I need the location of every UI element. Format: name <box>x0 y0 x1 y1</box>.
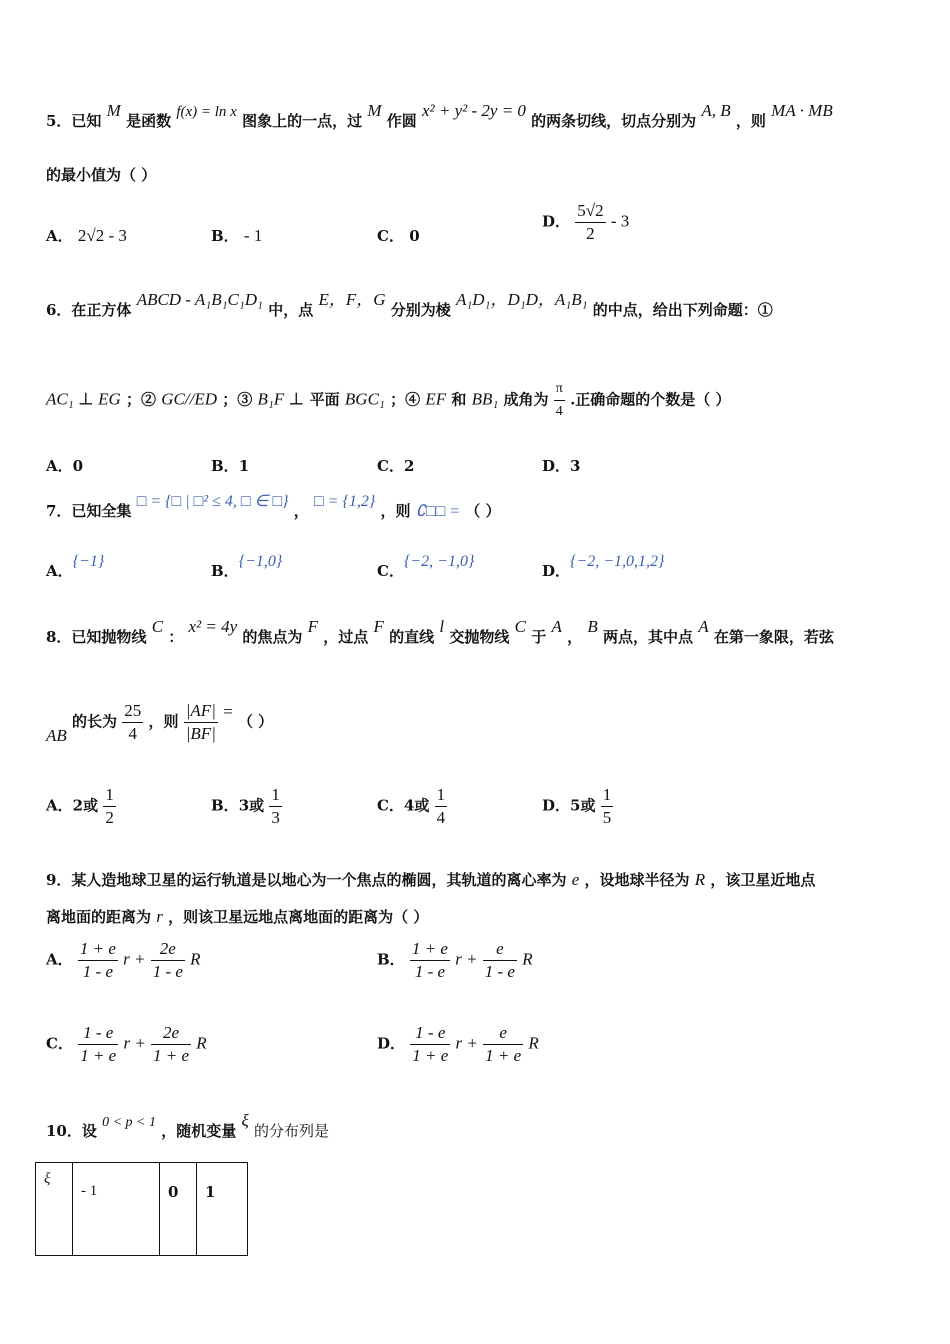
table-header-cell: ξ <box>36 1163 73 1256</box>
q7-option-d[interactable] <box>542 553 665 581</box>
option-tail: - 3 <box>610 211 630 231</box>
denominator: 1 + e <box>153 1046 190 1065</box>
denominator: 1 - e <box>152 962 183 981</box>
q8-stem-line1 <box>46 617 834 647</box>
q6-option-d[interactable] <box>542 455 580 476</box>
numerator: 2e <box>151 1022 191 1045</box>
numerator: 1 <box>103 784 116 807</box>
denominator: 2 <box>105 808 114 827</box>
option-fraction <box>410 938 450 983</box>
q10-text: 的分布列是 <box>254 1122 330 1140</box>
numerator: 1 <box>601 784 614 807</box>
q6-text: 的中点，给出下列命题：① <box>592 301 773 319</box>
q6-option-b[interactable] <box>211 455 249 476</box>
numerator: 25 <box>122 700 143 723</box>
q6-option-a[interactable] <box>46 455 83 476</box>
q5-var-M2: M <box>367 101 382 120</box>
q8-text: （ ） <box>237 712 274 731</box>
q7-text: ， <box>293 502 309 520</box>
q5-text: 图象上的一点，过 <box>242 112 363 130</box>
option-label: A． <box>46 562 73 580</box>
q8-length-fraction <box>122 700 143 745</box>
numerator: e <box>483 1022 523 1045</box>
denominator: 1 - e <box>484 962 515 981</box>
q8-equals: = <box>223 701 233 721</box>
q5-circle-eq: x² + y² - 2y = 0 <box>421 101 526 120</box>
q6-pi-fraction <box>554 378 565 423</box>
denominator: 4 <box>128 724 138 743</box>
q7-option-b[interactable] <box>211 553 283 581</box>
numerator: 1 + e <box>410 938 450 961</box>
q5-var-M: M <box>106 101 121 120</box>
q8-text: ，则 <box>148 712 179 731</box>
q8-stem-line2 <box>46 700 273 745</box>
q7-set-A: □ = {1,2} <box>314 493 376 510</box>
option-fraction <box>103 784 116 829</box>
q9-option-c[interactable] <box>46 1022 207 1067</box>
option-value: 0 <box>409 227 420 245</box>
q7-option-a[interactable] <box>46 553 105 581</box>
table-row <box>36 1163 248 1256</box>
option-mid: r + <box>455 1033 478 1053</box>
option-label: A． <box>46 796 73 815</box>
denominator: 1 + e <box>485 1046 522 1065</box>
q6-text: 成角为 <box>503 390 549 409</box>
q9-var: r <box>156 907 163 926</box>
q7-set-U: □ = {□ | □² ≤ 4, □ ∈ □} <box>136 493 289 510</box>
q10-stem <box>46 1111 330 1141</box>
option-fraction <box>151 938 185 983</box>
q9-text: ，该卫星近地点 <box>710 871 816 889</box>
option-value: {−1,0} <box>238 553 283 570</box>
numerator: 2e <box>151 938 185 961</box>
numerator: 5√2 <box>575 200 605 223</box>
q5-d-fraction <box>575 200 605 245</box>
option-label: D． <box>542 562 571 580</box>
q6-text: ；④ <box>390 390 421 409</box>
q6-text: 平面 <box>309 390 340 409</box>
option-value: 2√2 - 3 <box>77 226 127 245</box>
option-label: B． <box>211 227 239 245</box>
numerator: 1 - e <box>78 1022 118 1045</box>
option-label: C． <box>46 1034 73 1053</box>
table-cell: 1 <box>197 1163 248 1256</box>
denominator: 1 - e <box>82 962 113 981</box>
q10-text: ，随机变量 <box>161 1122 237 1140</box>
q5-function: f(x) = ln x <box>176 104 237 120</box>
option-label: A． <box>46 457 73 475</box>
q8-option-d[interactable] <box>542 784 613 829</box>
denominator: 1 - e <box>414 962 446 981</box>
option-mid: r + <box>123 1033 146 1053</box>
q8-var: A <box>698 617 709 636</box>
option-tail: R <box>528 1033 539 1053</box>
denominator: 3 <box>271 808 280 827</box>
option-tail: R <box>522 949 533 969</box>
option-value: 2 <box>403 457 415 475</box>
q9-text: 离地面的距离为 <box>46 908 152 926</box>
option-label: B． <box>377 950 405 969</box>
q8-number: 8．已知抛物线 <box>46 628 147 646</box>
option-fraction <box>151 1022 191 1067</box>
q9-option-d[interactable] <box>377 1022 539 1067</box>
q9-text: ，设地球半径为 <box>584 871 690 889</box>
q8-text: 两点，其中点 <box>602 628 693 646</box>
option-value: 0 <box>72 457 84 475</box>
q8-option-b[interactable] <box>211 784 282 829</box>
q8-text: ， <box>567 628 583 646</box>
q6-prop4-bb1: BB₁ <box>471 389 499 409</box>
option-value: 4或 <box>403 796 430 815</box>
option-value: {−1} <box>72 553 105 570</box>
option-label: C． <box>377 796 404 815</box>
q9-option-a[interactable] <box>46 938 201 983</box>
q9-option-b[interactable] <box>377 938 533 983</box>
denominator: |BF| <box>185 724 216 743</box>
option-label: D． <box>542 457 571 475</box>
option-value: 1 <box>238 457 250 475</box>
q5-text: 作圆 <box>386 112 417 130</box>
q6-points: E，F，G <box>318 290 386 309</box>
q8-ratio-fraction <box>184 700 218 745</box>
q5-option-b[interactable] <box>211 225 262 246</box>
q5-stem-line1 <box>46 101 833 131</box>
q10-distribution-table <box>35 1162 248 1256</box>
q7-text: （ ） <box>465 502 501 520</box>
option-label: B． <box>211 562 239 580</box>
option-mid: r + <box>123 949 146 969</box>
table-cell: - 1 <box>73 1163 160 1256</box>
q8-text: 于 <box>531 628 547 646</box>
q9-stem-line1 <box>46 869 815 890</box>
q6-text: 中，点 <box>268 301 314 319</box>
option-fraction <box>78 938 118 983</box>
q6-edges: A₁D₁，D₁D，A₁B₁ <box>455 290 588 309</box>
q5-text: ，则 <box>735 112 766 130</box>
q8-var: A <box>551 617 562 636</box>
q6-prop2: GC//ED <box>161 389 218 409</box>
option-value: 3或 <box>238 796 265 815</box>
q6-stem-line2 <box>46 378 731 423</box>
option-fraction <box>483 938 517 983</box>
option-fraction <box>601 784 614 829</box>
option-fraction <box>435 784 448 829</box>
q8-parabola: x² = 4y <box>188 617 238 636</box>
q8-text: 在第一象限，若弦 <box>713 628 834 646</box>
q6-prop1: AC₁ ⊥ EG <box>46 389 121 409</box>
q5-stem-line2: 的最小值为（ ） <box>46 166 157 184</box>
numerator: e <box>483 938 517 961</box>
denominator: 1 + e <box>80 1046 117 1065</box>
option-label: D． <box>377 1034 406 1053</box>
option-mid: r + <box>455 949 478 969</box>
q8-text: ： <box>168 628 184 646</box>
denominator: 1 + e <box>412 1046 449 1065</box>
q8-option-c[interactable] <box>377 784 447 829</box>
q8-var: B <box>587 617 598 636</box>
numerator: 1 <box>269 784 282 807</box>
q8-text: 的焦点为 <box>242 628 303 646</box>
q7-text: ，则 <box>380 502 411 520</box>
q8-text: 的直线 <box>389 628 435 646</box>
q6-text: .正确命题的个数是（ ） <box>570 390 731 409</box>
q6-text: ；③ <box>222 390 253 409</box>
q8-var: F <box>307 617 319 636</box>
q8-var: C <box>514 617 526 636</box>
q7-complement: ∁□□ = <box>415 503 461 520</box>
numerator: |AF| <box>184 700 218 723</box>
option-label: A． <box>46 227 73 245</box>
q6-prop3-plane: BGC₁ <box>344 389 385 409</box>
option-label: A． <box>46 950 73 969</box>
q6-text: ；② <box>126 390 157 409</box>
option-tail: R <box>196 1033 207 1053</box>
denominator: 4 <box>555 404 563 419</box>
q10-condition: 0 < p < 1 <box>102 1115 157 1130</box>
option-value: - 1 <box>243 226 263 245</box>
option-fraction <box>410 1022 450 1067</box>
q5-text: 是函数 <box>126 112 172 130</box>
q5-option-c[interactable] <box>377 225 420 246</box>
q6-prop4-ef: EF <box>425 389 447 409</box>
q10-number: 10．设 <box>46 1122 97 1140</box>
q9-text: ，则该卫星远地点离地面的距离为（ ） <box>168 908 429 926</box>
q8-var: F <box>373 617 384 636</box>
q8-var: C <box>151 617 164 636</box>
denominator: 2 <box>586 224 595 243</box>
denominator: 5 <box>602 808 612 827</box>
q9-var: R <box>694 870 706 889</box>
option-value: 2或 <box>72 796 99 815</box>
q9-stem-line2 <box>46 906 428 927</box>
numerator: 1 <box>435 784 448 807</box>
denominator: 4 <box>436 808 446 827</box>
option-label: D． <box>542 796 571 815</box>
option-label: C． <box>377 562 404 580</box>
q8-option-a[interactable] <box>46 784 116 829</box>
numerator: π <box>554 378 565 401</box>
q6-option-c[interactable] <box>377 455 414 476</box>
numerator: 1 - e <box>410 1022 450 1045</box>
q6-text: 和 <box>451 390 467 409</box>
option-fraction <box>78 1022 118 1067</box>
q6-stem-line1 <box>46 290 773 320</box>
table-cell: 0 <box>160 1163 197 1256</box>
q10-var: ξ <box>241 1111 249 1130</box>
q6-number: 6．在正方体 <box>46 301 132 319</box>
option-label: C． <box>377 457 404 475</box>
q8-var: l <box>439 617 445 636</box>
option-label: B． <box>211 796 239 815</box>
option-tail: R <box>190 949 201 969</box>
q9-var: e <box>571 870 580 889</box>
numerator: 1 + e <box>78 938 118 961</box>
q5-option-a[interactable] <box>46 225 127 246</box>
q7-number: 7．已知全集 <box>46 502 132 520</box>
q8-text: 交抛物线 <box>449 628 510 646</box>
q9-number: 9．某人造地球卫星的运行轨道是以地心为一个焦点的椭圆，其轨道的离心率为 <box>46 871 567 889</box>
q8-text: 的长为 <box>72 712 118 731</box>
option-label: C． <box>377 227 404 245</box>
option-value: {−2, −1,0} <box>403 553 475 570</box>
q5-option-d[interactable] <box>542 200 629 245</box>
option-fraction <box>269 784 282 829</box>
option-label: D． <box>542 212 571 231</box>
q7-option-c[interactable] <box>377 553 475 581</box>
option-label: B． <box>211 457 239 475</box>
q5-dot-product: MA · MB <box>771 101 833 120</box>
option-value: 3 <box>570 457 581 475</box>
q8-chord: AB <box>46 725 67 745</box>
q5-number: 5．已知 <box>46 112 102 130</box>
q6-cube: ABCD - A₁B₁C₁D₁ <box>136 290 263 309</box>
q5-text: 的两条切线，切点分别为 <box>531 112 697 130</box>
option-fraction <box>483 1022 523 1067</box>
q7-stem <box>46 493 501 521</box>
option-value: 5或 <box>570 796 596 815</box>
q8-text: ，过点 <box>323 628 369 646</box>
q6-prop3: B₁F ⊥ <box>257 389 305 409</box>
q5-points-AB: A, B <box>701 101 731 120</box>
option-value: {−2, −1,0,1,2} <box>570 553 665 570</box>
q6-text: 分别为棱 <box>390 301 451 319</box>
